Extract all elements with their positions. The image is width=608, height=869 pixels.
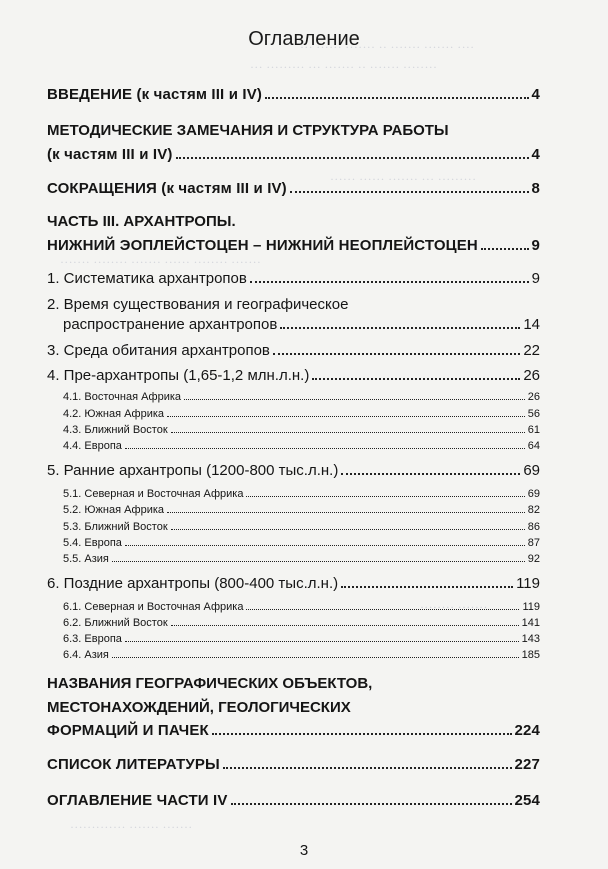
bleed-through-text: ············· ······· ·······	[70, 820, 193, 834]
toc-entry-methods: (к частям III и IV) 4	[47, 146, 540, 163]
bleed-through-text: ··· ········· ··· ······· ·· ······· ········	[250, 60, 438, 74]
bleed-through-text: ··· ······ ······· ·· ······· ······· ····	[300, 40, 475, 54]
toc-chapter-line1: 2. Время существования и географическое	[47, 296, 349, 313]
toc-entry-part-three: НИЖНИЙ ЭОПЛЕЙСТОЦЕН – НИЖНИЙ НЕОПЛЕЙСТОЦЕН 9	[47, 237, 540, 254]
bleed-through-text: ······· ········ ······· ······ ········ ·······	[60, 255, 262, 269]
toc-index-line1: НАЗВАНИЯ ГЕОГРАФИЧЕСКИХ ОБЪЕКТОВ,	[47, 675, 373, 692]
toc-entry-index: ФОРМАЦИЙ И ПАЧЕК 224	[47, 722, 540, 739]
toc-subsection: 5.5. Азия 92	[63, 553, 540, 565]
toc-chapter: 4. Пре-архантропы (1,65-1,2 млн.л.н.) 26	[47, 367, 540, 384]
toc-subsection: 6.3. Европа 143	[63, 633, 540, 645]
toc-chapter: 6. Поздние архантропы (800-400 тыс.л.н.) 119	[47, 575, 540, 592]
page-number: 3	[299, 842, 309, 859]
toc-subsection: 6.1. Северная и Восточная Африка 119	[63, 601, 540, 613]
toc-subsection: 5.3. Ближний Восток 86	[63, 521, 540, 533]
page-title: Оглавление	[248, 28, 360, 50]
toc-chapter: 5. Ранние архантропы (1200-800 тыс.л.н.) 69	[47, 462, 540, 479]
toc-index-line2: МЕСТОНАХОЖДЕНИЙ, ГЕОЛОГИЧЕСКИХ	[47, 699, 351, 716]
toc-chapter: распространение архантропов 14	[63, 316, 540, 333]
bleed-through-text: ······ ······ ······· ··· ·········	[330, 172, 477, 186]
toc-subsection: 4.4. Европа 64	[63, 440, 540, 452]
toc-chapter: 3. Среда обитания архантропов 22	[47, 342, 540, 359]
toc-entry-abbreviations: СОКРАЩЕНИЯ (к частям III и IV) 8	[47, 180, 540, 197]
toc-subsection: 6.4. Азия 185	[63, 649, 540, 661]
toc-entry-bibliography: СПИСОК ЛИТЕРАТУРЫ 227	[47, 756, 540, 773]
toc-entry-contents-part-four: ОГЛАВЛЕНИЕ ЧАСТИ IV 254	[47, 792, 540, 809]
toc-subsection: 5.4. Европа 87	[63, 537, 540, 549]
toc-subsection: 4.3. Ближний Восток 61	[63, 424, 540, 436]
toc-subsection: 6.2. Ближний Восток 141	[63, 617, 540, 629]
toc-subsection: 5.2. Южная Африка 82	[63, 504, 540, 516]
toc-entry-methods-line1: МЕТОДИЧЕСКИЕ ЗАМЕЧАНИЯ И СТРУКТУРА РАБОТЫ	[47, 122, 449, 139]
toc-entry-introduction: ВВЕДЕНИЕ (к частям III и IV) 4	[47, 86, 540, 103]
bleed-through-text: ········ ·······	[420, 600, 488, 614]
toc-subsection: 5.1. Северная и Восточная Африка 69	[63, 488, 540, 500]
toc-part-heading: ЧАСТЬ III. АРХАНТРОПЫ.	[47, 213, 236, 230]
toc-chapter: 1. Систематика архантропов 9	[47, 270, 540, 287]
toc-subsection: 4.1. Восточная Африка 26	[63, 391, 540, 403]
toc-subsection: 4.2. Южная Африка 56	[63, 408, 540, 420]
